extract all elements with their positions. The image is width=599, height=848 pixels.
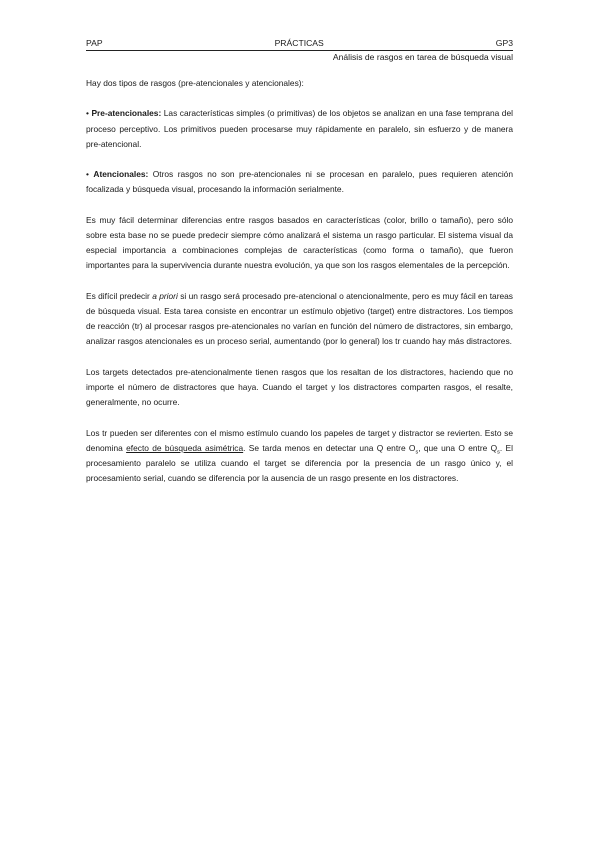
asym-text-b: . Se tarda menos en detectar una Q entre O [243, 442, 416, 453]
targets-paragraph: Los targets detectados pre-atencionalmente tienen rasgos que los resaltan de los distractores, haciendo que no importe el número de distractores que haya. Cuando el target y los distractores comparten rasgos, el resalte, generalmente, no ocurre. [86, 366, 513, 408]
header-left: PAP [86, 38, 103, 48]
a-priori-italic: a priori [152, 290, 178, 301]
features-paragraph: Es muy fácil determinar diferencias entre rasgos basados en características (color, brillo o tamaño), pero sólo sobre esta base no se puede predecir siempre cómo analizará el sistema un rasgo particular. El sistema visual da especial importancia a combinaciones complejas de características (como forma o tamaño), que fueron importantes para la supervivencia durante nuestra evolución, ya que son los rasgos elementales de la percepción. [86, 214, 513, 271]
pre-atencionales-paragraph [86, 106, 513, 152]
header-center: PRÁCTICAS [274, 38, 324, 48]
page-header [86, 38, 513, 63]
subscript-s: s [497, 449, 500, 456]
bullet-icon: • [86, 108, 89, 119]
asym-text-d: . El procesamiento paralelo se utiliza cuando el target se diferencia por la presencia de un rasgo único y, el procesamiento serial, cuando se diferencia por la ausencia de un rasgo presente en los distractores. [86, 442, 513, 484]
header-divider [86, 50, 513, 51]
asym-text-c: , que una O entre Q [418, 442, 498, 453]
header-subtitle: Análisis de rasgos en tarea de búsqueda visual [332, 52, 513, 62]
header-row [86, 38, 513, 49]
subscript-s: s [415, 449, 419, 456]
atencionales-text: Otros rasgos no son pre-atencionales ni se procesan en paralelo, pues requieren atención focalizada y búsqueda visual, procesando la información serialmente. [86, 169, 513, 195]
asymmetric-search-paragraph [86, 426, 513, 487]
atencionales-term: Atencionales: [93, 169, 149, 180]
visual-search-text-b: si un rasgo será procesado pre-atencional o atencionalmente, pero es muy fácil en tareas de búsqueda visual. Esta tarea consiste en encontrar un estímulo objetivo (target) entre distractores. Los tiempos de reacción (tr) al procesar rasgos pre-atencionales no varían en función del número de distractores, sin embargo, analizar rasgos atencionales es un proceso serial, aumentando (por lo general) los tr cuando hay más distractores. [86, 290, 513, 347]
document-body [86, 76, 513, 502]
asym-text-a: Los tr pueden ser diferentes con el mismo estímulo cuando los papeles de target y distractor se revierten. Esto se denomina [86, 427, 513, 453]
visual-search-text-a: Es difícil predecir [86, 290, 150, 301]
bullet-icon: • [86, 169, 89, 180]
visual-search-paragraph [86, 289, 513, 350]
pre-atencionales-text: Las características simples (o primitivas) de los objetos se analizan en una fase temprana del proceso perceptivo. Los primitivos pueden procesarse muy rápidamente en paralelo, sin esfuerzo y de manera pre-atencional. [86, 108, 513, 149]
atencionales-paragraph [86, 167, 513, 197]
intro-paragraph: Hay dos tipos de rasgos (pre-atencionales y atencionales): [86, 78, 304, 88]
pre-atencionales-term: Pre-atencionales: [91, 108, 162, 119]
asymmetric-search-link[interactable]: efecto de búsqueda asimétrica [126, 442, 244, 453]
header-right: GP3 [495, 38, 513, 48]
